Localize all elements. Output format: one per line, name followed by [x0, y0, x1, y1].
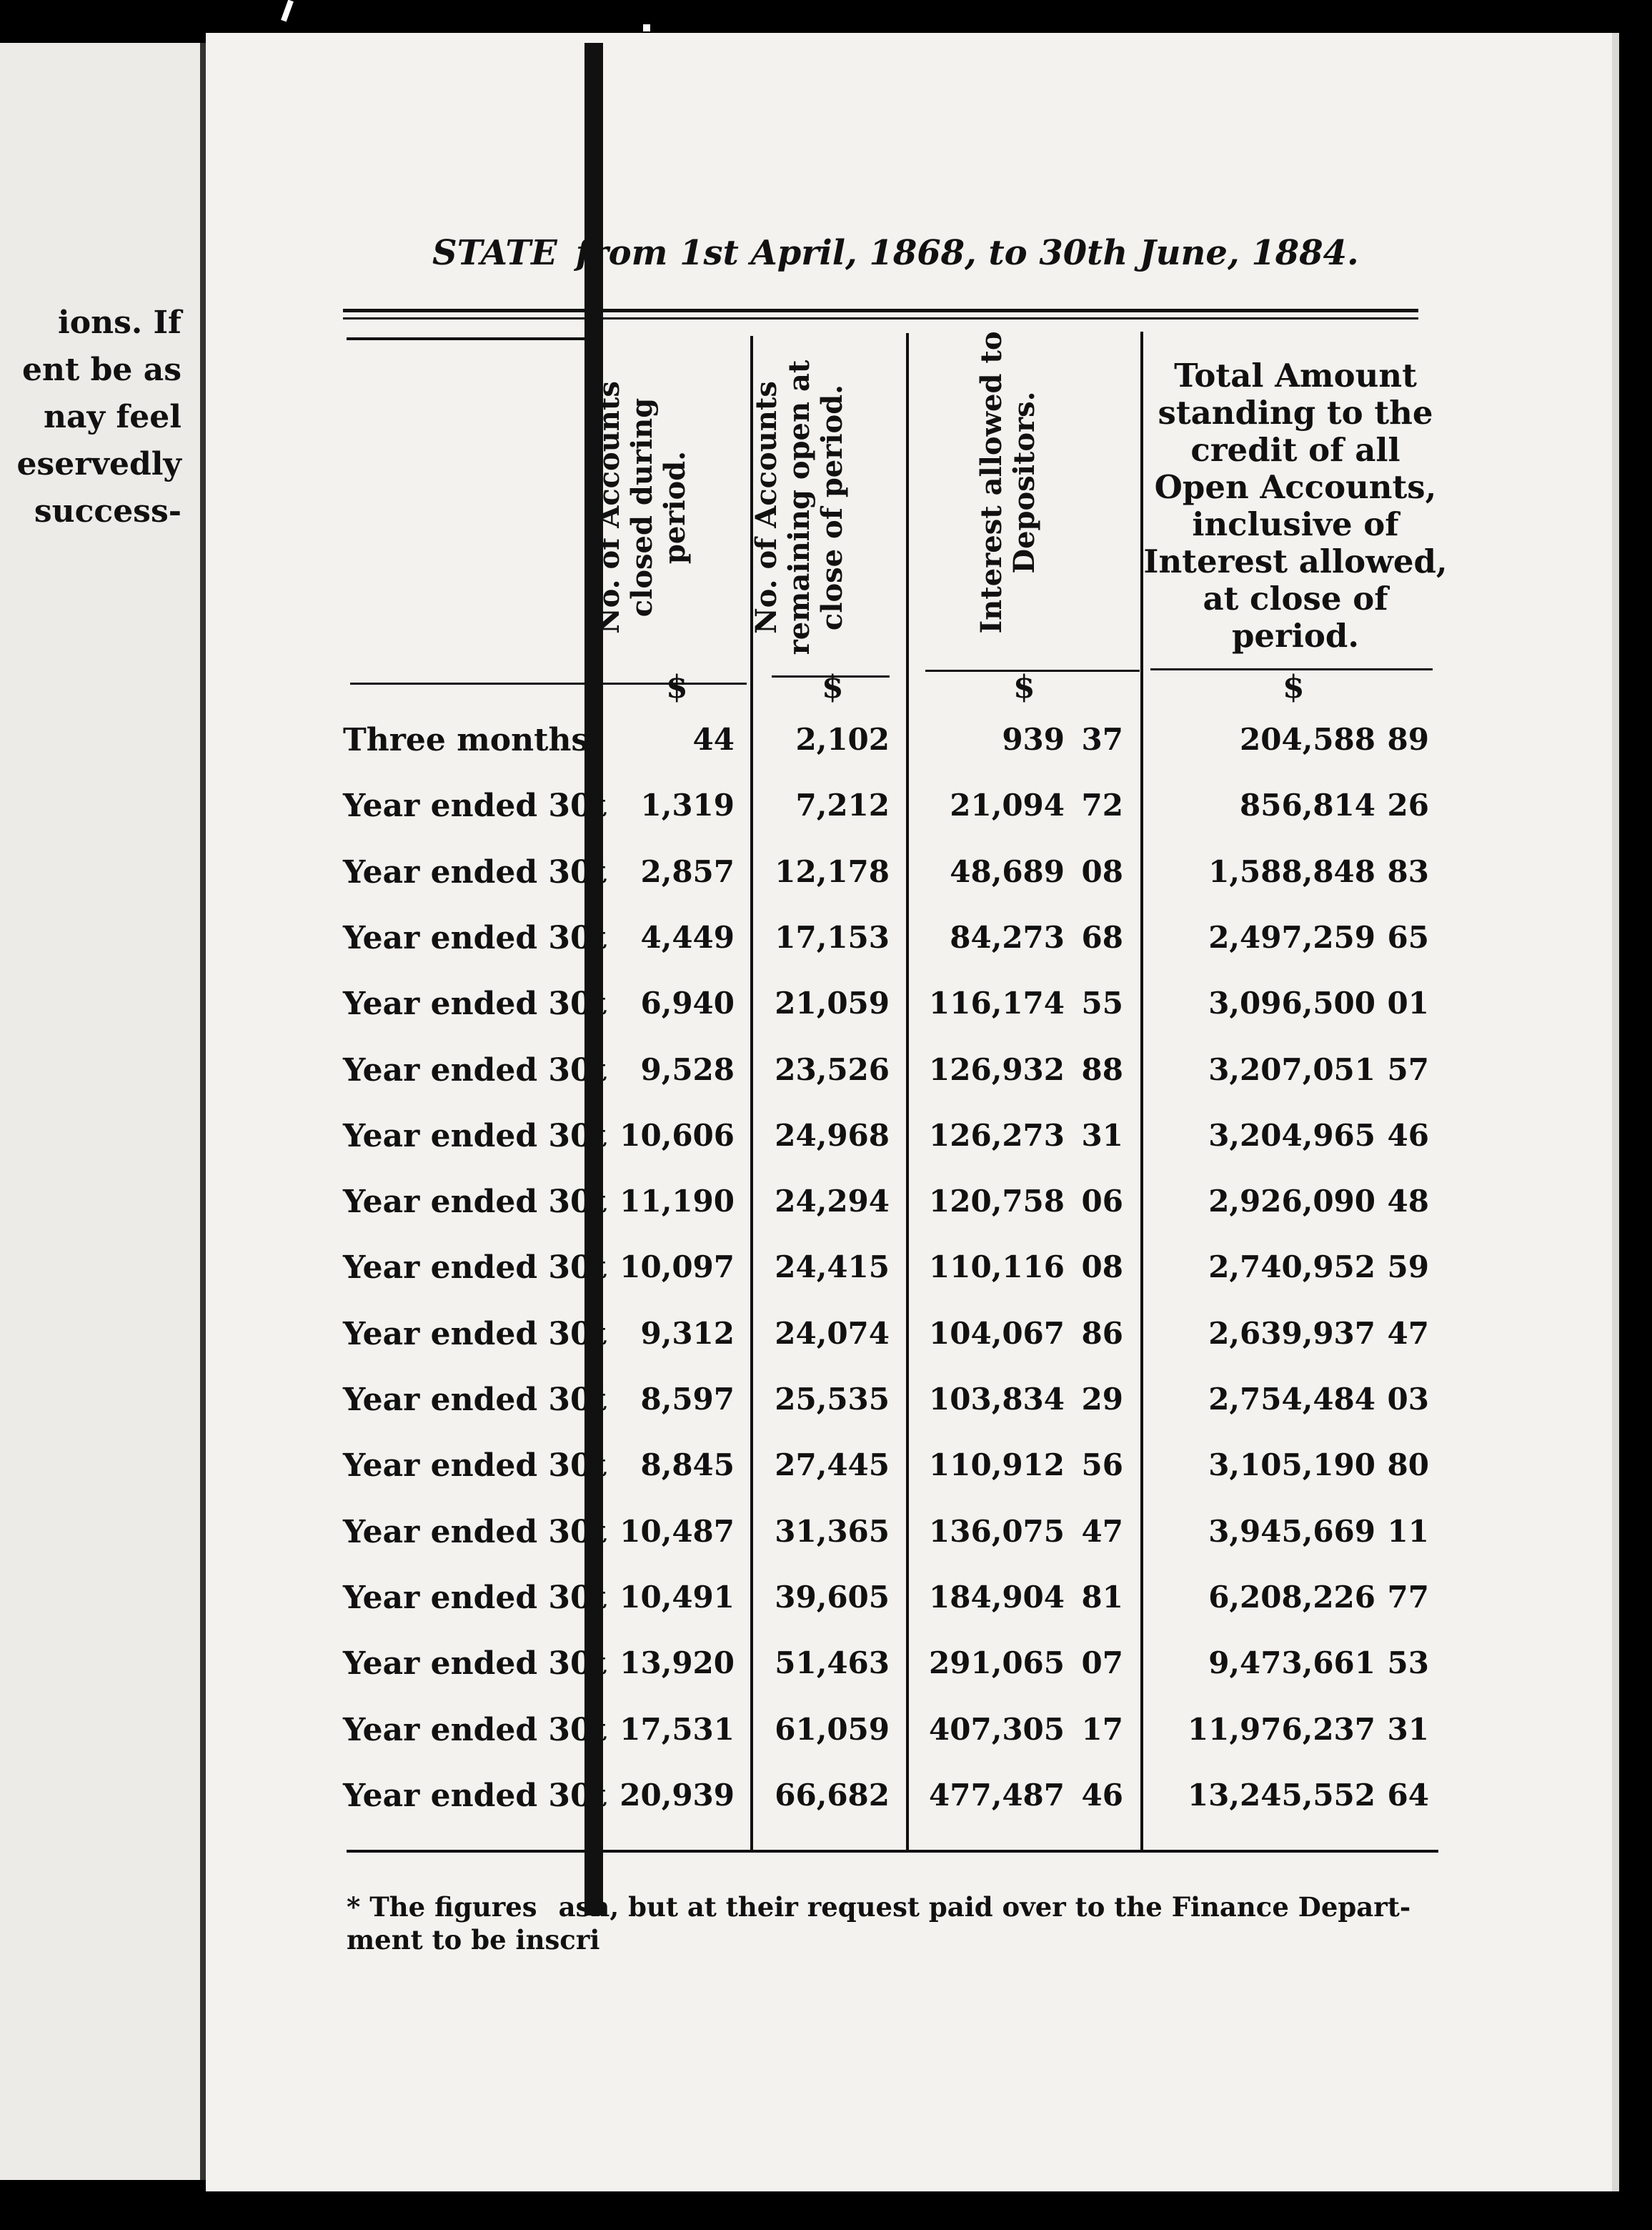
- footnote-line1b: ash, but at their request paid over to the Finance Depart-: [558, 1891, 1411, 1923]
- table-row: [0, 1514, 1652, 1571]
- cell-tot-c: 46: [1387, 1117, 1429, 1153]
- cell-tot-d: 2,740,952: [1208, 1249, 1375, 1285]
- table-row: [0, 1249, 1652, 1307]
- cell-label: Year ended 30t: [343, 1777, 607, 1814]
- cell-tot-c: 57: [1387, 1051, 1429, 1087]
- table-row: [0, 788, 1652, 845]
- cell-int-d: 110,116: [929, 1249, 1065, 1285]
- top-rule-thin: [343, 317, 1418, 319]
- left-text-line: ions. If: [58, 304, 181, 341]
- cell-closed: 2,857: [640, 853, 735, 889]
- col-header-open: No. of Accounts remaining open at close of period.: [750, 360, 849, 655]
- cell-int-d: 84,273: [950, 919, 1065, 955]
- table-row: [0, 1778, 1652, 1835]
- cell-tot-c: 03: [1387, 1382, 1429, 1417]
- cell-tot-c: 89: [1387, 722, 1429, 757]
- cell-tot-d: 6,208,226: [1208, 1579, 1375, 1615]
- cell-closed: 1,319: [640, 788, 735, 823]
- cell-int-d: 104,067: [929, 1315, 1065, 1351]
- cell-tot-d: 856,814: [1240, 788, 1375, 823]
- cell-tot-d: 3,204,965: [1208, 1117, 1375, 1153]
- cell-tot-c: 11: [1387, 1513, 1429, 1549]
- title-part-1: STATE: [432, 233, 557, 273]
- table-row: [0, 1712, 1652, 1769]
- cell-open: 39,605: [775, 1579, 890, 1615]
- cell-tot-d: 3,105,190: [1208, 1447, 1375, 1483]
- table-row: [0, 1184, 1652, 1241]
- cell-open: 17,153: [775, 919, 890, 955]
- cell-tot-d: 2,497,259: [1208, 919, 1375, 955]
- cell-closed: 11,190: [620, 1184, 735, 1219]
- cell-closed: 10,491: [620, 1579, 735, 1615]
- cell-open: 12,178: [775, 853, 890, 889]
- cell-int-c: 55: [1081, 986, 1123, 1021]
- table-row: [0, 986, 1652, 1043]
- cell-label: Year ended 30t: [343, 1315, 607, 1352]
- cell-tot-d: 3,207,051: [1208, 1051, 1375, 1087]
- table-row: [0, 722, 1652, 779]
- dollar-sign: $: [822, 669, 844, 705]
- head-rule-left: [347, 337, 586, 340]
- cell-int-c: 17: [1081, 1711, 1123, 1747]
- cell-tot-d: 3,096,500: [1208, 986, 1375, 1021]
- cell-open: 24,074: [775, 1315, 890, 1351]
- cell-closed: 44: [692, 722, 735, 757]
- table-row: [0, 1118, 1652, 1175]
- cell-int-d: 110,912: [929, 1447, 1065, 1483]
- cell-tot-c: 80: [1387, 1447, 1429, 1483]
- cell-int-c: 72: [1081, 788, 1123, 823]
- cell-closed: 8,845: [640, 1447, 735, 1483]
- cell-int-d: 184,904: [929, 1579, 1065, 1615]
- cell-tot-d: 13,245,552: [1187, 1777, 1375, 1813]
- cell-label: Three months: [343, 722, 589, 758]
- cell-open: 25,535: [775, 1382, 890, 1417]
- left-text-line: eservedly: [16, 446, 181, 482]
- footnote: [347, 1890, 1410, 1956]
- left-page-fragment: [0, 43, 200, 2180]
- cell-int-d: 21,094: [950, 788, 1065, 823]
- cell-tot-d: 204,588: [1240, 722, 1375, 757]
- cell-int-d: 103,834: [929, 1382, 1065, 1417]
- cell-label: Year ended 30t: [343, 1579, 607, 1616]
- cell-label: Year ended 30t: [343, 1645, 607, 1683]
- cell-int-c: 29: [1081, 1382, 1123, 1417]
- cell-tot-c: 65: [1387, 919, 1429, 955]
- cell-label: Year ended 30t: [343, 1447, 607, 1485]
- cell-int-c: 31: [1081, 1117, 1123, 1153]
- cell-tot-c: 48: [1387, 1184, 1429, 1219]
- table-row: [0, 1316, 1652, 1373]
- cell-open: 27,445: [775, 1447, 890, 1483]
- cell-int-c: 08: [1081, 1249, 1123, 1285]
- cell-open: 24,294: [775, 1184, 890, 1219]
- col-header-closed: No. of Accounts closed during period.: [592, 381, 692, 634]
- cell-tot-c: 83: [1387, 853, 1429, 889]
- cell-open: 24,415: [775, 1249, 890, 1285]
- cell-open: 31,365: [775, 1513, 890, 1549]
- cell-int-d: 136,075: [929, 1513, 1065, 1549]
- cell-closed: 10,487: [620, 1513, 735, 1549]
- cell-closed: 10,097: [620, 1249, 735, 1285]
- table-row: [0, 854, 1652, 911]
- cell-label: Year ended 30t: [343, 1184, 607, 1221]
- table-row: [0, 1645, 1652, 1703]
- cell-tot-d: 1,588,848: [1208, 853, 1375, 889]
- cell-closed: 9,312: [640, 1315, 735, 1351]
- cell-int-c: 47: [1081, 1513, 1123, 1549]
- cell-label: Year ended 30t: [343, 986, 607, 1023]
- cell-tot-c: 26: [1387, 788, 1429, 823]
- cell-tot-d: 11,976,237: [1187, 1711, 1375, 1747]
- cell-open: 24,968: [775, 1117, 890, 1153]
- cell-closed: 4,449: [640, 919, 735, 955]
- cell-int-d: 48,689: [950, 853, 1065, 889]
- cell-int-d: 291,065: [929, 1645, 1065, 1681]
- cell-label: Year ended 30t: [343, 919, 607, 956]
- cell-tot-d: 9,473,661: [1208, 1645, 1375, 1681]
- cell-int-d: 126,273: [929, 1117, 1065, 1153]
- cell-int-c: 08: [1081, 853, 1123, 889]
- cell-tot-d: 3,945,669: [1208, 1513, 1375, 1549]
- cell-tot-c: 53: [1387, 1645, 1429, 1681]
- cell-open: 61,059: [775, 1711, 890, 1747]
- table-row: [0, 1447, 1652, 1505]
- cell-closed: 10,606: [620, 1117, 735, 1153]
- cell-int-c: 46: [1081, 1777, 1123, 1813]
- cell-label: Year ended 30t: [343, 1711, 607, 1748]
- footnote-line1a: * The figures: [347, 1891, 537, 1923]
- cell-int-c: 06: [1081, 1184, 1123, 1219]
- col-header-interest: Interest allowed to Depositors.: [975, 331, 1041, 634]
- cell-int-d: 477,487: [929, 1777, 1065, 1813]
- cell-int-d: 116,174: [929, 986, 1065, 1021]
- page-title: [432, 233, 1359, 273]
- cell-int-c: 86: [1081, 1315, 1123, 1351]
- cell-int-c: 37: [1081, 722, 1123, 757]
- cell-closed: 17,531: [620, 1711, 735, 1747]
- cell-int-d: 120,758: [929, 1184, 1065, 1219]
- cell-label: Year ended 30t: [343, 853, 607, 891]
- left-text-line: nay feel: [43, 399, 181, 435]
- cell-int-d: 939: [1002, 722, 1065, 757]
- cell-tot-c: 64: [1387, 1777, 1429, 1813]
- dollar-sign: $: [1283, 669, 1305, 705]
- cell-label: Year ended 30t: [343, 1051, 607, 1089]
- dollar-sign: $: [666, 669, 688, 705]
- cell-int-c: 88: [1081, 1051, 1123, 1087]
- scan-mark: [281, 0, 294, 21]
- scan-mark: [643, 24, 650, 31]
- footnote-line2: ment to be inscri: [347, 1924, 600, 1956]
- cell-label: Year ended 30t: [343, 788, 607, 825]
- cell-label: Year ended 30t: [343, 1382, 607, 1418]
- table-row: [0, 1382, 1652, 1439]
- cell-closed: 6,940: [640, 986, 735, 1021]
- cell-closed: 20,939: [620, 1777, 735, 1813]
- dollar-sign: $: [1013, 669, 1035, 705]
- cell-tot-d: 2,639,937: [1208, 1315, 1375, 1351]
- cell-int-d: 126,932: [929, 1051, 1065, 1087]
- col-header-total: Total Amount standing to the credit of all Open Accounts, inclusive of Interest allowed, at close of period.: [1143, 357, 1448, 655]
- table-row: [0, 1052, 1652, 1109]
- left-text-line: ent be as: [22, 352, 181, 388]
- cell-tot-c: 77: [1387, 1579, 1429, 1615]
- cell-closed: 13,920: [620, 1645, 735, 1681]
- cell-open: 21,059: [775, 986, 890, 1021]
- cell-closed: 8,597: [640, 1382, 735, 1417]
- cell-int-c: 68: [1081, 919, 1123, 955]
- cell-tot-c: 31: [1387, 1711, 1429, 1747]
- cell-tot-c: 01: [1387, 986, 1429, 1021]
- cell-open: 2,102: [795, 722, 890, 757]
- cell-int-c: 81: [1081, 1579, 1123, 1615]
- cell-label: Year ended 30t: [343, 1513, 607, 1550]
- cell-int-c: 07: [1081, 1645, 1123, 1681]
- left-text-line: success-: [34, 493, 181, 530]
- cell-int-c: 56: [1081, 1447, 1123, 1483]
- cell-closed: 9,528: [640, 1051, 735, 1087]
- cell-label: Year ended 30t: [343, 1249, 607, 1287]
- cell-tot-d: 2,754,484: [1208, 1382, 1375, 1417]
- cell-int-d: 407,305: [929, 1711, 1065, 1747]
- top-rule: [343, 309, 1418, 312]
- title-part-2: from 1st April, 1868, to 30th June, 1884.: [575, 233, 1359, 273]
- table-row: [0, 920, 1652, 977]
- cell-tot-c: 59: [1387, 1249, 1429, 1285]
- cell-open: 66,682: [775, 1777, 890, 1813]
- cell-tot-c: 47: [1387, 1315, 1429, 1351]
- cell-tot-d: 2,926,090: [1208, 1184, 1375, 1219]
- table-row: [0, 1580, 1652, 1637]
- cell-open: 7,212: [795, 788, 890, 823]
- bottom-rule: [347, 1850, 1438, 1853]
- cell-open: 51,463: [775, 1645, 890, 1681]
- cell-open: 23,526: [775, 1051, 890, 1087]
- cell-label: Year ended 30t: [343, 1117, 607, 1154]
